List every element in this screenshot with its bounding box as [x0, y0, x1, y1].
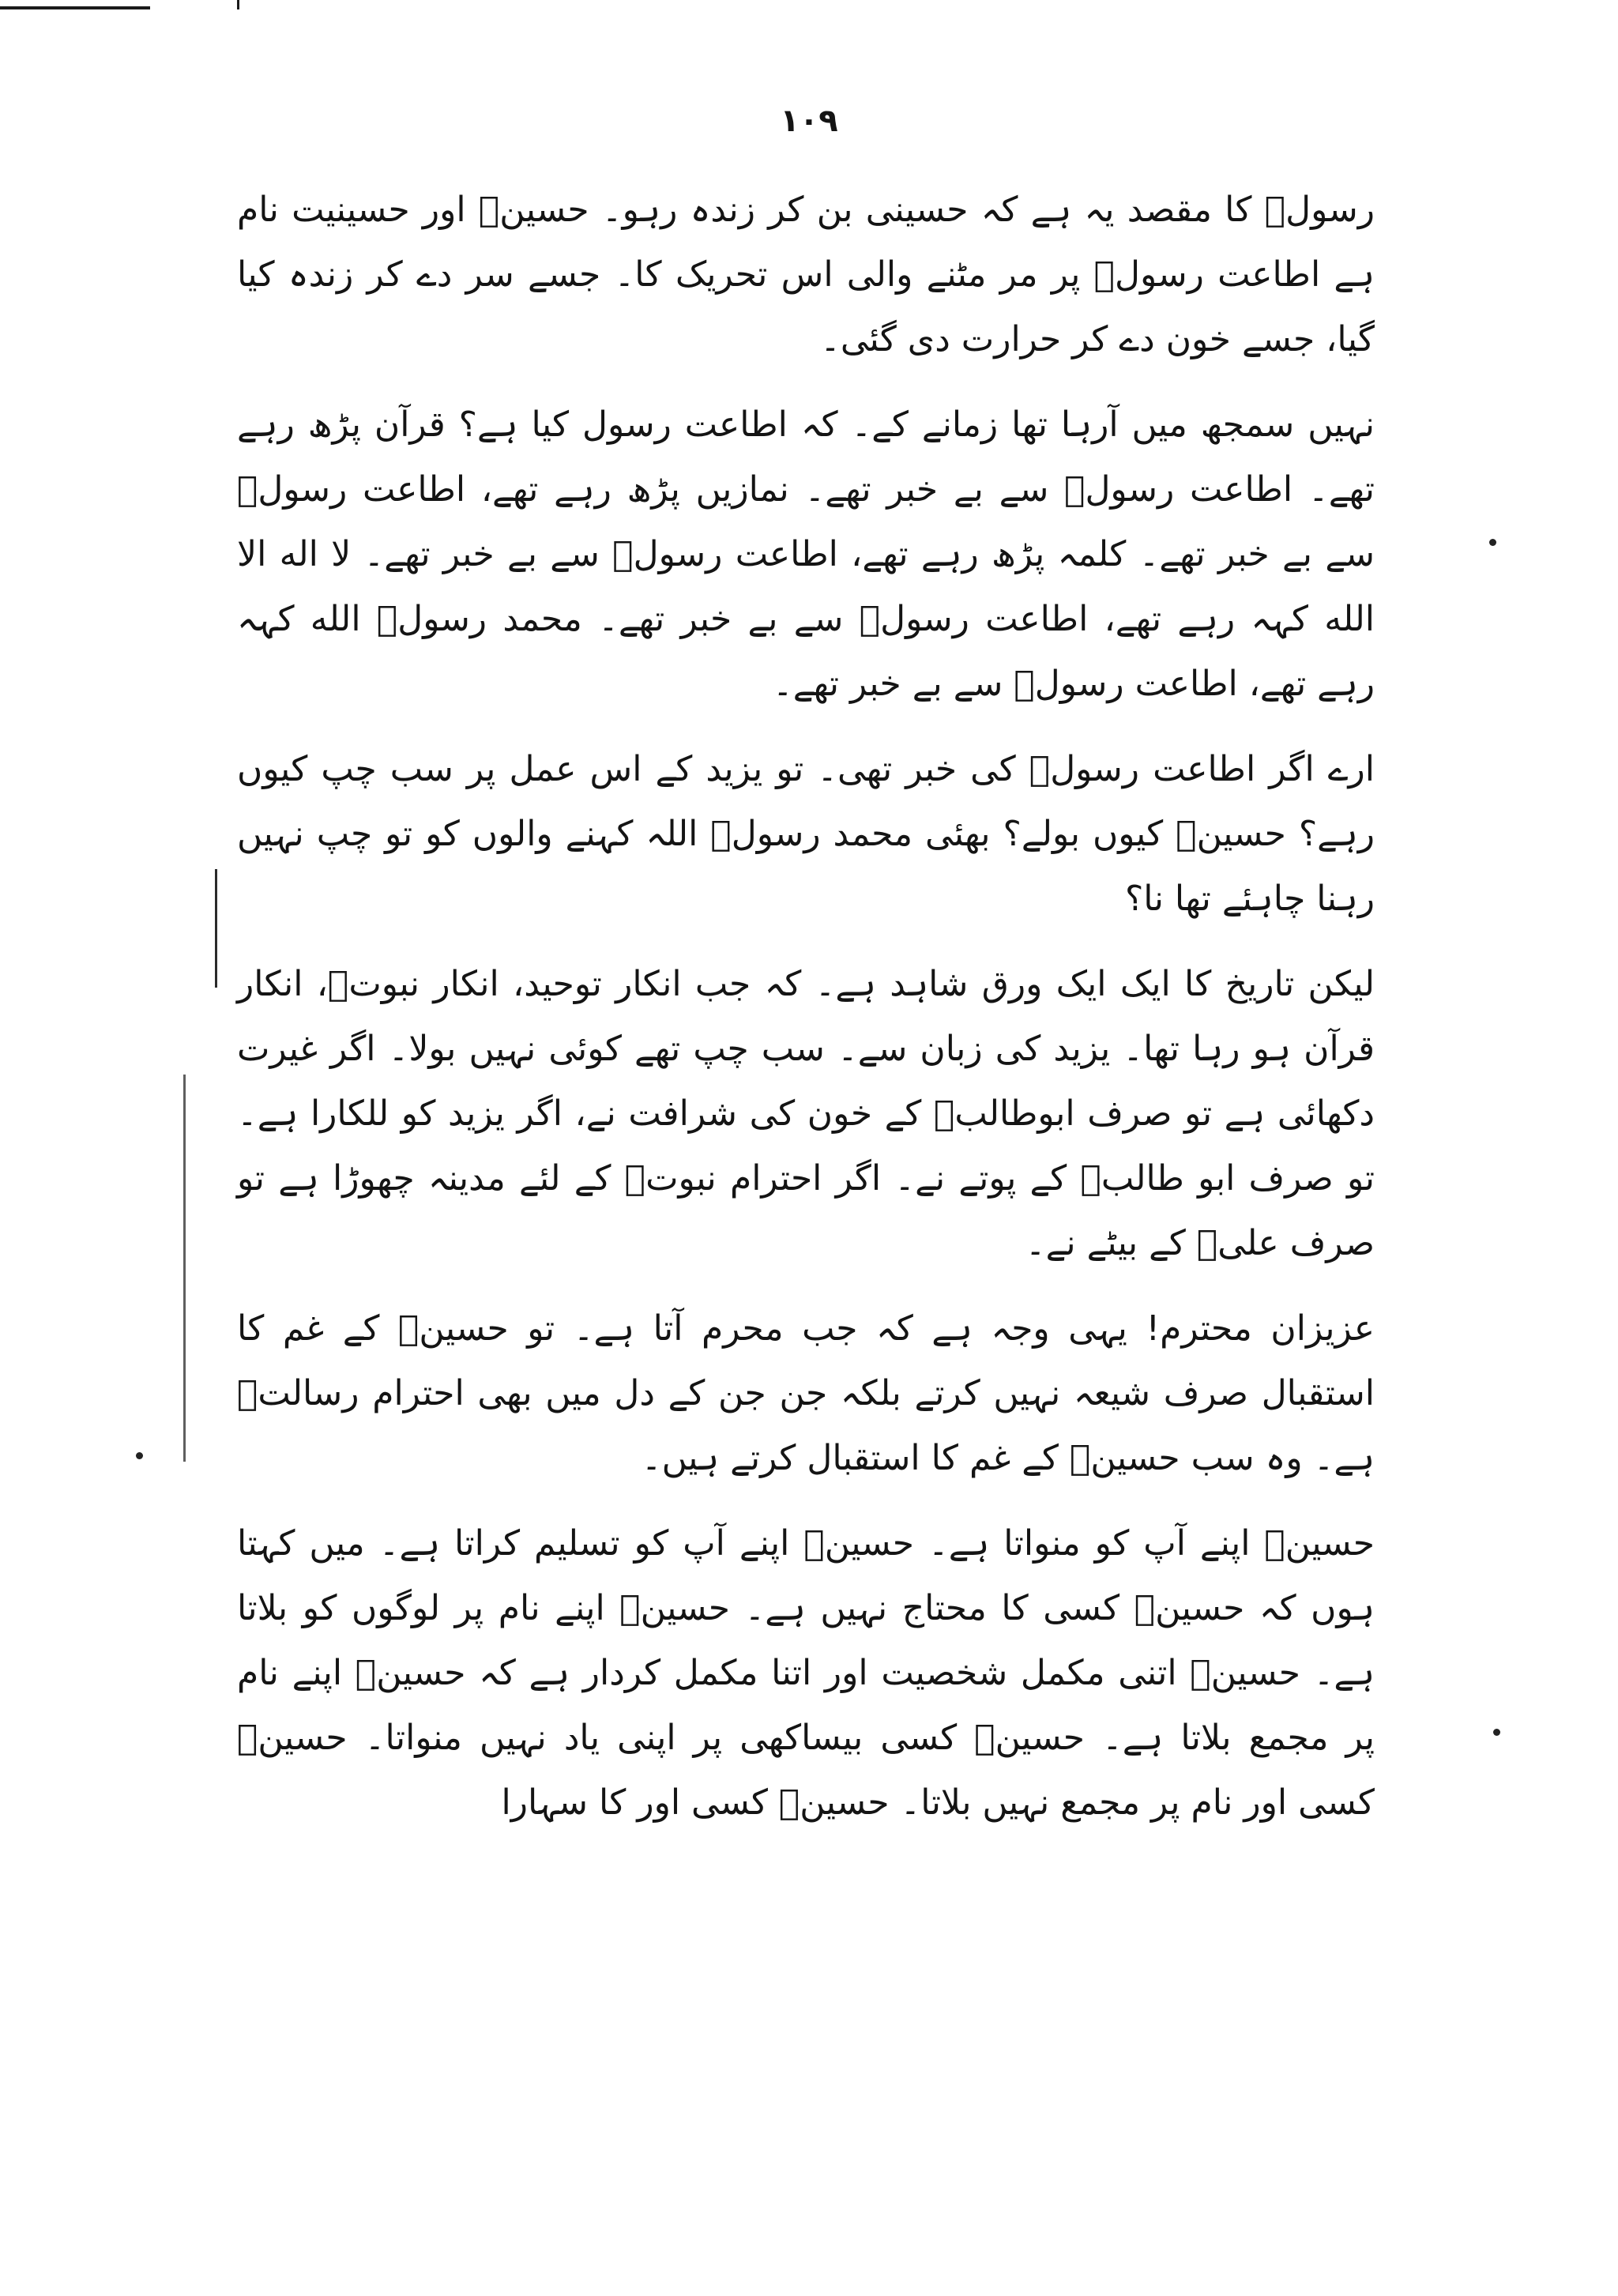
- paragraph: نہیں سمجھ میں آرہا تھا زمانے کے۔ کہ اطاعت رسول کیا ہے؟ قرآن پڑھ رہے تھے۔ اطاعت رسولؐ سے بے خبر تھے۔ نمازیں پڑھ رہے تھے، اطاعت رسولؐ سے بے خبر تھے۔ کلمہ پڑھ رہے تھے، اطاعت رسولؐ سے بے خبر تھے۔ لا اله الا الله کہہ رہے تھے، اطاعت رسولؐ سے بے خبر تھے۔ محمد رسولؐ الله کہہ رہے تھے، اطاعت رسولؐ سے بے خبر تھے۔: [237, 405, 1375, 704]
- paragraph: رسولؐ کا مقصد یہ ہے کہ حسینی بن کر زندہ رہو۔ حسینؑ اور حسینیت نام ہے اطاعت رسولؐ پر مر مٹنے والی اس تحریک کا۔ جسے سر دے کر زندہ کیا گیا، جسے خون دے کر حرارت دی گئی۔: [237, 190, 1375, 359]
- paragraph: حسینؑ اپنے آپ کو منواتا ہے۔ حسینؑ اپنے آپ کو تسلیم کراتا ہے۔ میں کہتا ہوں کہ حسینؑ کسی کا محتاج نہیں ہے۔ حسینؑ اپنے نام پر لوگوں کو بلاتا ہے۔ حسینؑ اتنی مکمل شخصیت اور اتنا مکمل کردار ہے کہ حسینؑ اپنے نام پر مجمع بلاتا ہے۔ حسینؑ کسی بیساکھی پر اپنی یاد نہیں منواتا۔ حسینؑ کسی اور نام پر مجمع نہیں بلاتا۔ حسینؑ کسی اور کا سہارا: [237, 1523, 1375, 1823]
- body-text: [237, 178, 1375, 1856]
- page-number: ۱۰۹: [780, 103, 838, 139]
- paragraph: لیکن تاریخ کا ایک ایک ورق شاہد ہے۔ کہ جب انکار توحید، انکار نبوتؐ، انکار قرآن ہو رہا تھا۔ یزید کی زبان سے۔ سب چپ تھے کوئی نہیں بولا۔ اگر غیرت دکھائی ہے تو صرف ابوطالبؑ کے خون کی شرافت نے، اگر یزید کو للکارا ہے۔ تو صرف ابو طالبؑ کے پوتے نے۔ اگر احترام نبوتؐ کے لئے مدینہ چھوڑا ہے تو صرف علیؑ کے بیٹے نے۔: [237, 964, 1375, 1263]
- margin-pencil-mark: [215, 869, 217, 988]
- scan-speck: [136, 1452, 143, 1459]
- margin-pencil-mark: [183, 1075, 186, 1462]
- paragraph: ارے اگر اطاعت رسولؐ کی خبر تھی۔ تو یزید کے اس عمل پر سب چپ کیوں رہے؟ حسینؑ کیوں بولے؟ بھئی محمد رسولؐ اللہ کہنے والوں کو تو چپ نہیں رہنا چاہئے تھا نا؟: [237, 749, 1375, 919]
- paragraph: عزیزان محترم! یہی وجہ ہے کہ جب محرم آتا ہے۔ تو حسینؑ کے غم کا استقبال صرف شیعہ نہیں کرتے بلکہ جن جن کے دل میں بھی احترام رسالتؐ ہے۔ وہ سب حسینؑ کے غم کا استقبال کرتے ہیں۔: [237, 1308, 1375, 1478]
- scan-speck: [1493, 1729, 1500, 1736]
- scan-speck: [1489, 539, 1496, 546]
- scan-edge-rule: [0, 6, 150, 9]
- scan-edge-tick: [237, 0, 239, 9]
